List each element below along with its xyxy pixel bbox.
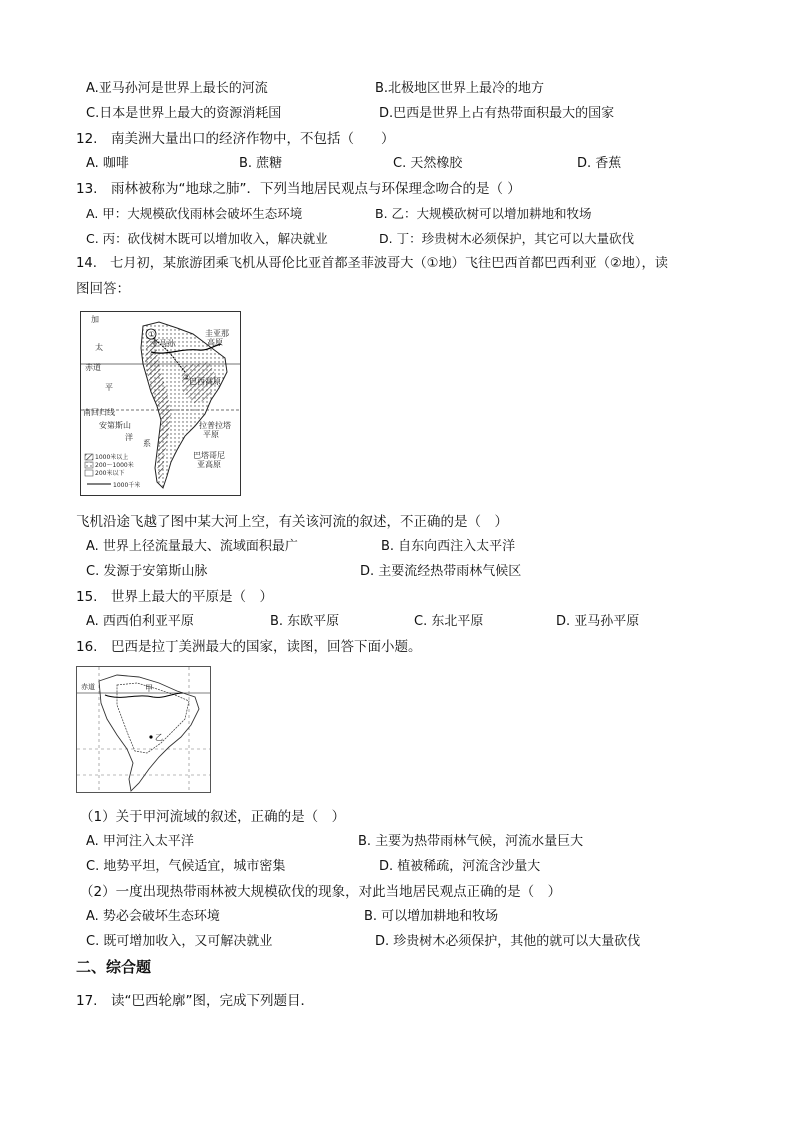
q14-option-b: B. 自东向西注入太平洋: [381, 539, 516, 554]
map-loc-2: ②: [183, 373, 191, 382]
legend-200-1000: 200～1000米: [95, 462, 134, 469]
map2-yi: 乙: [155, 733, 163, 742]
section-2-title: 二、综合题: [76, 958, 152, 976]
q15-option-d: D. 亚马孙平原: [556, 614, 640, 629]
q15-option-b: B. 东欧平原: [270, 614, 340, 629]
q14-sub-stem: 飞机沿途飞越了图中某大河上空，有关该河流的叙述，不正确的是（ ）: [76, 514, 508, 530]
map-laplata: 拉普拉塔: [199, 421, 231, 430]
map-amazon: 亚马孙: [151, 339, 175, 348]
q16-sub1-option-a: A. 甲河注入太平洋: [86, 834, 194, 849]
map-pacific-3: 洋: [125, 433, 133, 442]
q16-sub2-option-b: B. 可以增加耕地和牧场: [364, 909, 499, 924]
q15-stem: 15. 世界上最大的平原是（ ）: [76, 589, 273, 605]
q16-sub1-option-c: C. 地势平坦，气候适宜，城市密集: [86, 859, 286, 874]
q12-option-a: A. 咖啡: [86, 156, 129, 171]
q14-stem-line1: 14. 七月初，某旅游团乘飞机从哥伦比亚首都圣菲波哥大（①地）飞往巴西首都巴西利亚（②地），读: [76, 256, 668, 271]
q17-stem: 17. 读“巴西轮廓”图，完成下列题目．: [76, 993, 314, 1009]
q11-option-d: D.巴西是世界上占有热带面积最大的国家: [379, 106, 615, 121]
q12-option-c: C. 天然橡胶: [393, 156, 463, 171]
q13-option-d: D. 丁：珍贵树木必须保护，其它可以大量砍伐: [379, 231, 635, 246]
map-tropic: 南回归线: [83, 408, 115, 417]
south-america-terrain-map: [80, 311, 241, 496]
legend-200: 200米以下: [95, 470, 125, 477]
brazil-outline-map: [76, 666, 211, 793]
map-patagonia: 巴塔哥尼: [193, 451, 225, 460]
map-laplata-2: 平原: [203, 430, 219, 439]
q13-option-a: A. 甲：大规模砍伐雨林会破坏生态环境: [86, 206, 303, 221]
map-loc-1: ①: [148, 330, 156, 339]
q16-sub2-option-d: D. 珍贵树木必须保护，其他的就可以大量砍伐: [375, 934, 641, 949]
q12-stem: 12. 南美洲大量出口的经济作物中，不包括（ ）: [76, 131, 395, 147]
q15-option-a: A. 西西伯利亚平原: [86, 614, 194, 629]
q12-option-d: D. 香蕉: [577, 156, 622, 171]
q16-stem: 16. 巴西是拉丁美洲最大的国家，读图，回答下面小题。: [76, 639, 422, 655]
map-legend: [85, 453, 140, 489]
map-patagonia-2: 亚高原: [197, 460, 221, 469]
map-guiana-2: 高原: [207, 338, 223, 347]
map-brazil: 巴西高原: [189, 377, 221, 386]
map-andes-2: 系: [143, 439, 151, 448]
q11-option-b: B.北极地区世界上最冷的地方: [375, 81, 545, 96]
map-equator: 赤道: [85, 363, 101, 372]
map-caribbean: 加: [91, 315, 99, 324]
map-pacific-2: 平: [105, 383, 113, 392]
q15-option-c: C. 东北平原: [414, 614, 484, 629]
map-pacific-1: 太: [95, 343, 103, 352]
map-guiana: 圭亚那: [205, 329, 229, 338]
q16-sub2-stem: （2）一度出现热带雨林被大规模砍伐的现象，对此当地居民观点正确的是（ ）: [80, 884, 562, 900]
map2-equator: 赤道: [81, 683, 95, 691]
q16-sub2-option-a: A. 势必会破坏生态环境: [86, 909, 220, 924]
q13-stem: 13. 雨林被称为“地球之肺”．下列当地居民观点与环保理念吻合的是（ ）: [76, 181, 521, 197]
map-andes: 安第斯山: [99, 421, 131, 430]
q16-sub2-option-c: C. 既可增加收入，又可解决就业: [86, 934, 273, 949]
q11-option-c: C.日本是世界上最大的资源消耗国: [86, 106, 282, 121]
q16-sub1-option-d: D. 植被稀疏，河流含沙量大: [379, 859, 541, 874]
q14-option-d: D. 主要流经热带雨林气候区: [360, 564, 522, 579]
q16-sub1-stem: （1）关于甲河流域的叙述，正确的是（ ）: [80, 809, 346, 825]
q14-option-a: A. 世界上径流量最大、流域面积最广: [86, 539, 298, 554]
map2-jia: 甲: [145, 684, 153, 693]
q12-option-b: B. 蔗糖: [239, 156, 283, 171]
q16-sub1-option-b: B. 主要为热带雨林气候，河流水量巨大: [358, 834, 584, 849]
q13-option-c: C. 丙：砍伐树木既可以增加收入，解决就业: [86, 231, 328, 246]
q13-option-b: B. 乙：大规模砍树可以增加耕地和牧场: [375, 206, 592, 221]
q14-stem-line2: 图回答：: [76, 281, 130, 297]
q11-option-a: A.亚马孙河是世界上最长的河流: [86, 81, 268, 96]
map-scale: 1000千米: [113, 482, 141, 489]
q14-option-c: C. 发源于安第斯山脉: [86, 564, 208, 579]
legend-1000: 1000米以上: [95, 454, 129, 461]
